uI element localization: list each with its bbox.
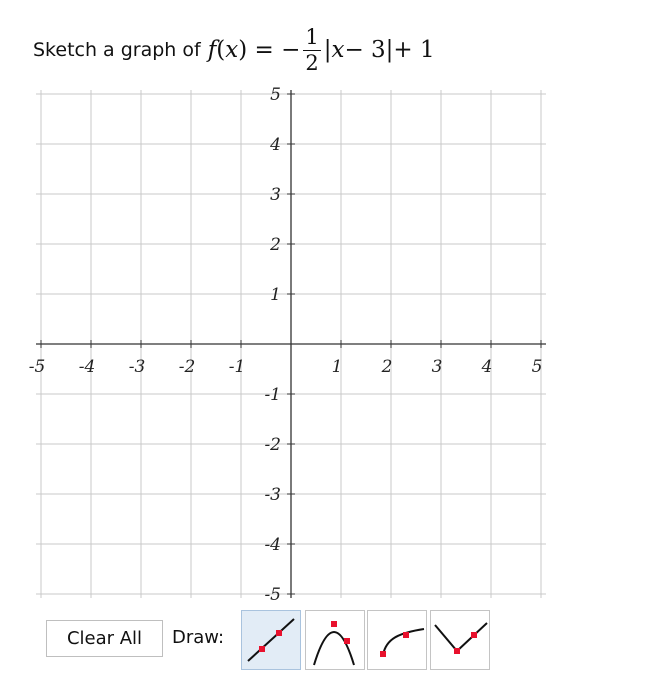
x-tick-label: -1 xyxy=(228,357,246,377)
x-tick-label: 5 xyxy=(531,357,543,377)
x-tick-label: 1 xyxy=(331,357,343,377)
line-tool-icon xyxy=(242,611,300,669)
fraction-numerator: 1 xyxy=(305,24,319,49)
abs-open-bar: | xyxy=(323,37,332,63)
function-name: f xyxy=(207,37,217,63)
abs-minus: − 3 xyxy=(344,37,386,63)
close-paren-equals: ) = − xyxy=(238,37,301,63)
absolute-value-tool-icon xyxy=(431,611,489,669)
x-tick-label: 2 xyxy=(381,357,393,377)
y-tick-label: -1 xyxy=(264,385,281,405)
parabola-tool-icon xyxy=(306,611,364,669)
clear-all-button[interactable]: Clear All xyxy=(46,620,163,657)
y-tick-label: 4 xyxy=(270,135,281,155)
square-root-tool-icon xyxy=(368,611,426,669)
x-tick-label: 4 xyxy=(481,357,493,377)
y-tick-label: 1 xyxy=(270,285,281,305)
x-tick-label: -5 xyxy=(28,357,46,377)
line-tool-button[interactable] xyxy=(241,610,301,670)
y-tick-label: -3 xyxy=(264,485,281,505)
y-tick-label: -5 xyxy=(264,585,281,605)
x-tick-label: 3 xyxy=(431,357,443,377)
draw-label: Draw: xyxy=(172,627,225,648)
square-root-tool-button[interactable] xyxy=(367,610,427,670)
x-tick-label: -4 xyxy=(78,357,96,377)
y-tick-label: 5 xyxy=(270,85,281,105)
fraction-denominator: 2 xyxy=(305,50,319,75)
abs-variable: x xyxy=(331,37,345,63)
parabola-tool-button[interactable] xyxy=(305,610,365,670)
y-tick-label: -2 xyxy=(264,435,281,455)
absolute-value-tool-button[interactable] xyxy=(430,610,490,670)
y-tick-label: 3 xyxy=(270,185,281,205)
x-tick-label: -2 xyxy=(178,357,196,377)
x-tick-label: -3 xyxy=(128,357,146,377)
y-tick-label: 2 xyxy=(270,235,281,255)
prompt-text: Sketch a graph of xyxy=(33,39,201,61)
formula-tail: + 1 xyxy=(393,37,435,63)
y-tick-label: -4 xyxy=(264,535,281,555)
open-paren: ( xyxy=(216,37,226,63)
abs-close-bar: | xyxy=(385,37,394,63)
function-variable: x xyxy=(225,37,239,63)
